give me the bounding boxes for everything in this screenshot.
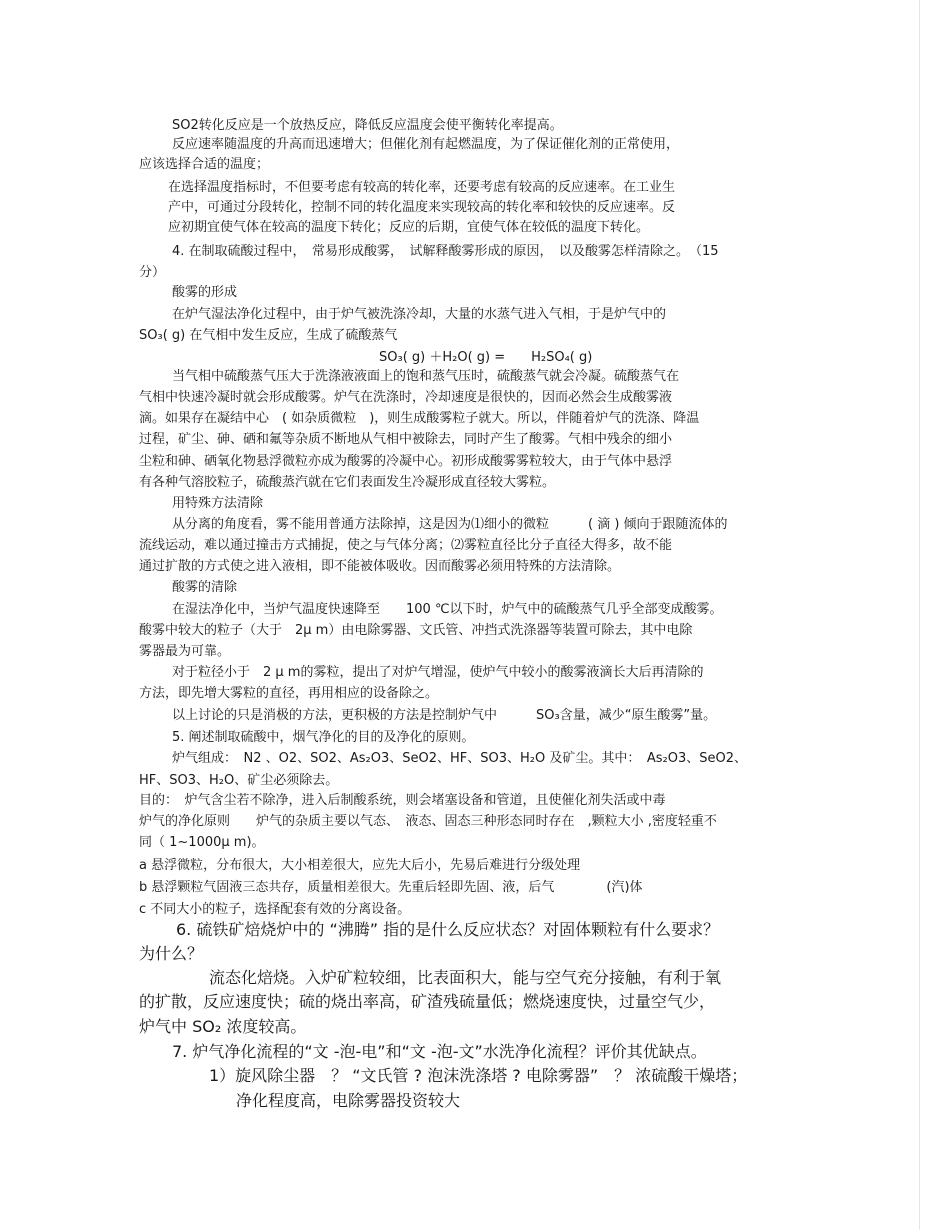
text-line: 的扩散，反应速度快；硫的烧出率高，矿渣残硫量低；燃烧速度快，过量空气少， <box>139 992 716 1011</box>
text-line: 应初期宜使气体在较高的温度下转化；反应的后期，宜使气体在较低的温度下转化。 <box>168 220 650 235</box>
text-line: 反应速率随温度的升高而迅速增大；但催化剂有起燃温度，为了保证催化剂的正常使用， <box>172 137 680 152</box>
text-line: 炉气的净化原则 炉气的杂质主要以气态、 液态、固态三种形态同时存在 ,颗粒大小 ,密度轻重不 <box>139 814 717 829</box>
text-line: 炉气组成： N2 、O2、SO2、As₂O3、SeO2、HF、SO3、H₂O 及矿尘。其中： As₂O3、SeO2、 <box>172 751 748 766</box>
subheading: 酸雾的清除 <box>172 580 238 595</box>
chemical-equation: SO₃( g) ＋H₂O( g) = H₂SO₄( g) <box>379 350 593 365</box>
text-line: 炉气中 SO₂ 浓度较高。 <box>139 1017 307 1036</box>
list-item: 1）旋风除尘器 ？ “文氏管 ? 泡沫洗涤塔 ? 电除雾器” ？ 浓硫酸干燥塔； <box>209 1066 748 1085</box>
subheading: 用特殊方法清除 <box>172 496 264 511</box>
text-line: HF、SO3、H₂O、矿尘必须除去。 <box>139 773 339 788</box>
text-line: 对于粒径小于 2 μ m的雾粒，提出了对炉气增湿，使炉气中较小的酸雾液滴长大后再清除的 <box>172 665 704 680</box>
text-line: 当气相中硫酸蒸气压大于洗涤液液面上的饱和蒸气压时，硫酸蒸气就会冷凝。硫酸蒸气在 <box>172 369 680 384</box>
subheading: 酸雾的形成 <box>172 285 238 300</box>
text-line: 从分离的角度看，雾不能用普通方法除掉，这是因为⑴细小的微粒 ( 滴 ) 倾向于跟随流体的 <box>172 517 728 532</box>
list-item: a 悬浮微粒，分布很大，大小相差很大，应先大后小，先易后难进行分级处理 <box>139 858 581 873</box>
text-line: 酸雾中较大的粒子（大于 2μ m）由电除雾器、文氏管、冲挡式洗涤器等装置可除去，其中电除 <box>139 623 693 638</box>
text-line: 气相中快速冷凝时就会形成酸雾。炉气在洗涤时，冷却速度是很快的，因而必然会生成酸雾液 <box>139 390 673 405</box>
text-line: 有各种气溶胶粒子，硫酸蒸汽就在它们表面发生冷凝形成直径较大雾粒。 <box>139 475 556 490</box>
text-line: 以上讨论的只是消极的方法，更积极的方法是控制炉气中 SO₃含量，减少“原生酸雾”量。 <box>172 708 717 723</box>
text-line: 产中，可通过分段转化，控制不同的转化温度来实现较高的转化率和较快的反应速率。反 <box>168 200 676 215</box>
text-line: SO₃( g) 在气相中发生反应，生成了硫酸蒸气 <box>139 328 398 343</box>
text-line: 净化程度高，电除雾器投资较大 <box>236 1091 461 1110</box>
text-line: 在选择温度指标时，不但要考虑有较高的转化率，还要考虑有较高的反应速率。在工业生 <box>168 180 676 195</box>
text-line: 方法，即先增大雾粒的直径，再用相应的设备除之。 <box>139 686 439 701</box>
question-5-heading: 5. 阐述制取硫酸中，烟气净化的目的及净化的原则。 <box>172 730 475 745</box>
text-line: 目的： 炉气含尘若不除净，进入后制酸系统，则会堵塞设备和管道，且使催化剂失活或中毒 <box>139 793 666 808</box>
text-line: 为什么？ <box>139 944 204 963</box>
text-line: 通过扩散的方式使之进入液相，即不能被体吸收。因而酸雾必须用特殊的方法清除。 <box>139 559 621 574</box>
question-6-heading: 6. 硫铁矿焙烧炉中的 “沸腾” 指的是什么反应状态？对固体颗粒有什么要求？ <box>176 920 720 939</box>
text-line: 在炉气湿法净化过程中，由于炉气被洗涤冷却，大量的水蒸气进入气相，于是炉气中的 <box>172 307 667 322</box>
list-item: b 悬浮颗粒气固液三态共存，质量相差很大。先重后轻即先固、液，后气 (汽)体 <box>139 880 643 895</box>
text-line: 流线运动，难以通过撞击方式捕捉，使之与气体分离；⑵雾粒直径比分子直径大得多，故不能 <box>139 538 673 553</box>
text-line: 雾器最为可靠。 <box>139 644 231 659</box>
question-4-heading: 4. 在制取硫酸过程中， 常易形成酸雾， 试解释酸雾形成的原因， 以及酸雾怎样清除之。 （15 <box>172 244 719 259</box>
text-line: SO2转化反应是一个放热反应，降低反应温度会使平衡转化率提高。 <box>172 118 563 133</box>
text-line: 尘粒和砷、硒氧化物悬浮微粒亦成为酸雾的冷凝中心。初形成酸雾雾粒较大，由于气体中悬浮 <box>139 454 673 469</box>
list-item: c 不同大小的粒子，选择配套有效的分离设备。 <box>139 902 411 917</box>
text-line: 流态化焙烧。入炉矿粒较细，比表面积大，能与空气充分接触，有利于氧 <box>209 968 722 987</box>
question-7-heading: 7. 炉气净化流程的“文 -泡-电”和“文 -泡-文”水洗净化流程？评价其优缺点。 <box>172 1042 707 1061</box>
text-line: 在湿法净化中，当炉气温度快速降至 100 ℃以下时，炉气中的硫酸蒸气几乎全部变成酸雾。 <box>172 602 723 617</box>
text-line: 应该选择合适的温度； <box>139 157 270 172</box>
text-line: 分） <box>139 265 166 280</box>
text-line: 滴。如果存在凝结中心 ( 如杂质微粒 )，则生成酸雾粒子就大。所以，伴随着炉气的洗涤、降温 <box>139 411 700 426</box>
text-line: 过程，矿尘、砷、硒和氟等杂质不断地从气相中被除去，同时产生了酸雾。气相中残余的细小 <box>139 432 673 447</box>
text-line: 同（ 1~1000μ m)。 <box>139 835 265 850</box>
